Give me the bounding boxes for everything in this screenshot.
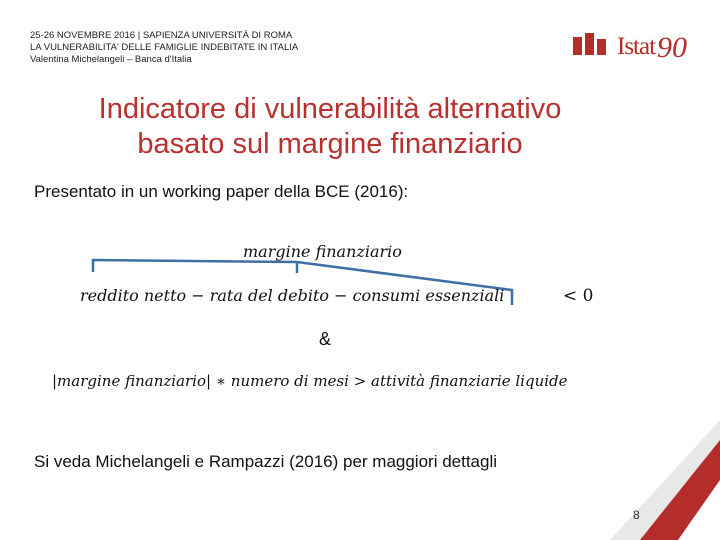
header-author: Valentina Michelangeli – Banca d'Italia — [30, 54, 192, 65]
header-talk-title: LA VULNERABILITA' DELLE FAMIGLIE INDEBITATE IN ITALIA — [30, 42, 299, 53]
corner-decoration — [560, 420, 720, 540]
title-line-1: Indicatore di vulnerabilità alternativo — [98, 93, 562, 125]
header-event: 25-26 NOVEMBRE 2016 | SAPIENZA UNIVERSITÀ DI ROMA — [30, 30, 293, 41]
page-number: 8 — [633, 508, 640, 522]
bullet-reference: Si veda Michelangeli e Rampazzi (2016) per maggiori dettagli — [34, 452, 498, 471]
logo-word: Istat — [617, 33, 656, 60]
formula-rhs: < 0 — [563, 286, 594, 306]
bullet-ecb-paper: Presentato in un working paper della BCE (2016): — [34, 182, 409, 201]
brace-label-margin: margine finanziario — [243, 242, 402, 261]
ampersand: & — [319, 329, 332, 349]
logo-number: 90 — [657, 31, 687, 64]
title-line-2: basato sul margine finanziario — [137, 128, 523, 160]
formula-lhs: reddito netto − rata del debito − consumi essenziali — [80, 286, 505, 305]
formula-condition: |margine finanziario| ∗ numero di mesi > attività finanziarie liquide — [52, 372, 568, 390]
